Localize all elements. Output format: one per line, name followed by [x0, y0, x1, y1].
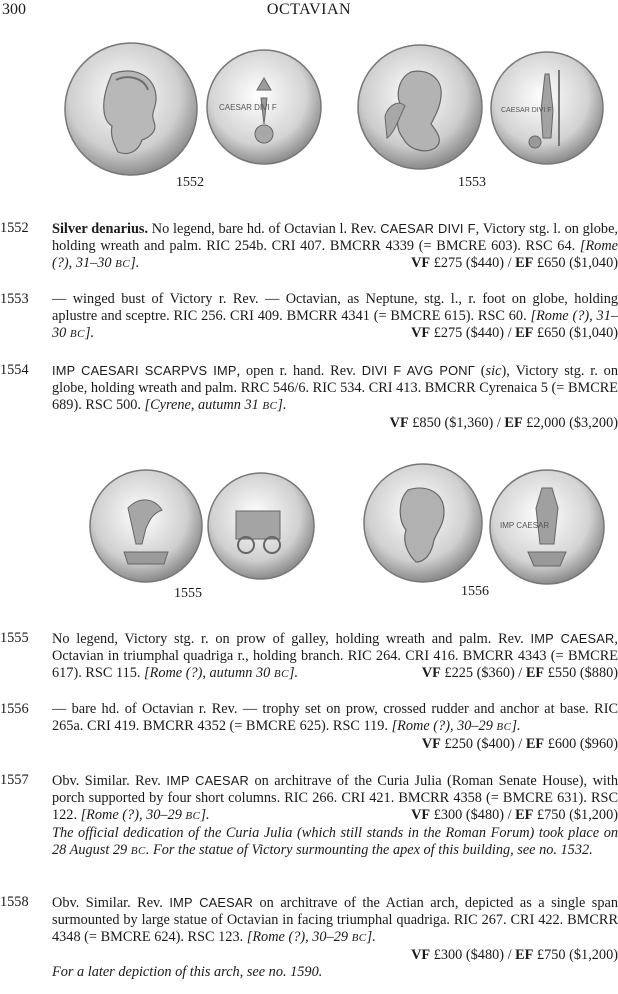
entry-text: No legend, Victory stg. r. on prow of galley, holding wreath and palm. Rev.: [52, 631, 531, 647]
coin-legend: CAESAR DIVI F: [380, 221, 476, 236]
sic-note: sic: [485, 363, 502, 379]
vf-price: £225 ($360) /: [440, 665, 526, 681]
running-title: OCTAVIAN: [266, 1, 352, 18]
coin-legend: IMP CAESAR: [169, 895, 254, 910]
price-grades: [52, 415, 618, 432]
plate-caption: 1553: [458, 175, 486, 190]
entry-text: on architrave of the Curia Julia (Roman Senate House), with porch supported by four short columns. RIC 266. CRI 421. BMCRR 4358 (= BMCRE 631). RSC 122.: [52, 773, 618, 823]
coin-legend: DIVI F AVG PONΓ: [361, 363, 475, 378]
ef-price: £750 ($1,200): [533, 807, 618, 823]
price-grades: [411, 325, 618, 342]
era-abbrev: BC: [262, 400, 278, 412]
mint-date: [Rome (?), 31–30: [52, 238, 618, 271]
mint-date-end: ].: [366, 929, 376, 945]
ef-price: £750 ($1,200): [533, 947, 618, 963]
price-grades: [52, 947, 618, 964]
entry-text: Obv. Similar. Rev.: [52, 895, 170, 911]
era-abbrev: BC: [69, 328, 85, 340]
entry-number: 1552: [0, 220, 29, 236]
vf-price: £275 ($440) /: [430, 255, 516, 271]
vf-label: VF: [421, 665, 441, 681]
entry-body: [52, 220, 618, 273]
entry-text: , Octavian in triumphal quadriga r., holding branch. RIC 264. CRI 416. BMCRR 4343 (= BMCRE 617). RSC 115.: [52, 631, 618, 681]
entry-text: ), Victory stg. r. on globe, holding wreath and palm. RRC 546/6. RIC 534. CRI 413. BMCRR Cyrenaica 5 (= BMCRE 689). RSC 500.: [52, 363, 618, 413]
vf-label: VF: [389, 415, 409, 431]
catalogue-entry-1553: [0, 291, 618, 347]
vf-label: VF: [411, 325, 431, 341]
price-grades: [411, 255, 618, 272]
coin-reverse-image: [206, 471, 316, 581]
vf-label: VF: [411, 807, 431, 823]
coin-obverse-image: [362, 462, 484, 584]
coin-plate-1553: [355, 40, 605, 200]
mint-date: [Rome (?), 30–29: [246, 929, 352, 945]
price-grades: [422, 665, 618, 682]
ef-label: EF: [515, 255, 534, 271]
plate-caption: 1555: [174, 586, 202, 601]
ef-label: EF: [515, 807, 534, 823]
entry-number: 1555: [0, 630, 29, 646]
coin-obverse-image: [355, 42, 485, 172]
entry-text: , Victory stg. l. on globe, holding wreath and palm. RIC 254b. CRI 407. BMCRR 4339 (= BMCRE 603). RSC 64.: [52, 221, 618, 254]
entry-note: [52, 964, 618, 981]
catalogue-entry-1557: [0, 772, 618, 882]
era-abbrev: BC: [351, 932, 367, 944]
mint-date-end: ].: [200, 807, 210, 823]
mint-date-end: ].: [277, 397, 287, 413]
entry-title: Silver denarius.: [52, 221, 149, 237]
vf-price: £300 ($480) /: [430, 807, 516, 823]
coin-legend: IMP CAESAR: [530, 631, 615, 646]
vf-price: £250 ($400) /: [440, 736, 526, 752]
entry-number: 1553: [0, 291, 29, 307]
entry-text: , open r. hand. Rev.: [236, 363, 362, 379]
coin-plate-1555: [88, 468, 308, 608]
vf-label: VF: [411, 947, 431, 963]
entry-text: — winged bust of Victory r. Rev. — Octavian, as Neptune, stg. l., r. foot on globe, holding aplustre and sceptre. RIC 256. CRI 409. BMCRR 4341 (= BMCRE 615). RSC 60.: [52, 291, 618, 324]
catalogue-entry-1555: [0, 630, 618, 686]
mint-date-end: ].: [511, 718, 521, 734]
catalogue-entry-1556: [0, 701, 618, 757]
era-abbrev: BC: [496, 721, 512, 733]
era-abbrev: BC: [185, 810, 201, 822]
coin-legend: IMP CAESAR: [166, 773, 249, 788]
vf-label: VF: [421, 736, 441, 752]
ef-price: £550 ($880): [544, 665, 618, 681]
entry-body: [52, 772, 618, 860]
entry-number: 1554: [0, 362, 29, 378]
entry-text: No legend, bare hd. of Octavian l. Rev.: [148, 221, 381, 237]
entry-number: 1556: [0, 701, 29, 717]
entry-text: on architrave of the Actian arch, depicted as a single span surmounted by large statue of Octavian in facing triumphal quadriga. RIC 267. CRI 422. BMCRR 4348 (= BMCRE 624). RSC 123.: [52, 895, 618, 945]
price-grades: [411, 807, 618, 824]
coin-plate-1552: [62, 40, 312, 200]
vf-label: VF: [411, 255, 431, 271]
vf-price: £850 ($1,360) /: [408, 415, 505, 431]
mint-date-end: ].: [288, 665, 299, 681]
vf-price: £300 ($480) /: [430, 947, 516, 963]
coin-obverse-image: [88, 468, 204, 584]
mint-date: [Rome (?), autumn 30: [144, 665, 274, 681]
coin-reverse-image: [489, 50, 605, 166]
ef-price: £650 ($1,040): [533, 255, 618, 271]
entry-body: [52, 362, 618, 432]
mint-date: [Rome (?), 30–29: [391, 718, 497, 734]
entry-body: [52, 701, 618, 753]
entry-body: [52, 291, 618, 343]
era-abbrev: BC: [130, 845, 146, 857]
mint-date: [Cyrene, autumn 31: [144, 397, 263, 413]
coin-plate-1556: [362, 462, 612, 612]
era-abbrev: BC: [273, 668, 289, 680]
ef-label: EF: [515, 325, 534, 341]
coin-legend-text: CAESAR DIVI F: [501, 107, 552, 114]
page-header: [0, 0, 618, 22]
plate-caption: 1556: [461, 584, 489, 599]
coin-obverse-image: [62, 40, 200, 178]
mint-date-end: ].: [130, 255, 140, 271]
plate-caption: 1552: [176, 175, 204, 190]
coin-legend-text: CAESAR DIVI F: [219, 103, 277, 112]
mint-date-end: ].: [84, 325, 95, 341]
catalogue-entry-1554: [0, 362, 618, 434]
price-grades: [52, 736, 618, 753]
catalogue-entry-1558: [0, 894, 618, 990]
catalogue-entry-1552: [0, 220, 618, 276]
page-number: 300: [2, 1, 26, 18]
entry-text: (: [474, 363, 486, 379]
ef-label: EF: [515, 947, 534, 963]
entry-text: Obv. Similar. Rev.: [52, 773, 167, 789]
coin-reverse-image: [488, 468, 606, 586]
ef-label: EF: [525, 665, 545, 681]
mint-date: [Rome (?), 31–30: [52, 308, 618, 341]
era-abbrev: BC: [115, 258, 131, 270]
coin-legend: IMP CAESARI SCARPVS IMP: [52, 363, 237, 378]
ef-price: £2,000 ($3,200): [522, 415, 618, 431]
entry-number: 1557: [0, 772, 29, 788]
entry-body: [52, 630, 618, 683]
note-text: For a later depiction of this arch, see no. 1590.: [52, 964, 323, 980]
ef-label: EF: [504, 415, 523, 431]
note-text: The official dedication of the Curia Julia (which still stands in the Roman Forum) took place on 28 August 29: [52, 825, 618, 858]
ef-label: EF: [525, 736, 545, 752]
vf-price: £275 ($440) /: [430, 325, 516, 341]
entry-number: 1558: [0, 894, 29, 910]
mint-date: [Rome (?), 30–29: [80, 807, 186, 823]
coin-reverse-image: [205, 48, 323, 166]
entry-body: [52, 894, 618, 981]
entry-text: — bare hd. of Octavian r. Rev. — trophy set on prow, crossed rudder and anchor at base. RIC 265a. CRI 419. BMCRR 4352 (= BMCRE 625). RSC 119.: [52, 701, 618, 734]
ef-price: £600 ($960): [544, 736, 618, 752]
entry-note: [52, 825, 618, 860]
ef-price: £650 ($1,040): [533, 325, 618, 341]
coin-legend-text: IMP CAESAR: [500, 521, 550, 530]
note-text: . For the statue of Victory surmounting the apex of this building, see no. 1532.: [145, 842, 593, 858]
